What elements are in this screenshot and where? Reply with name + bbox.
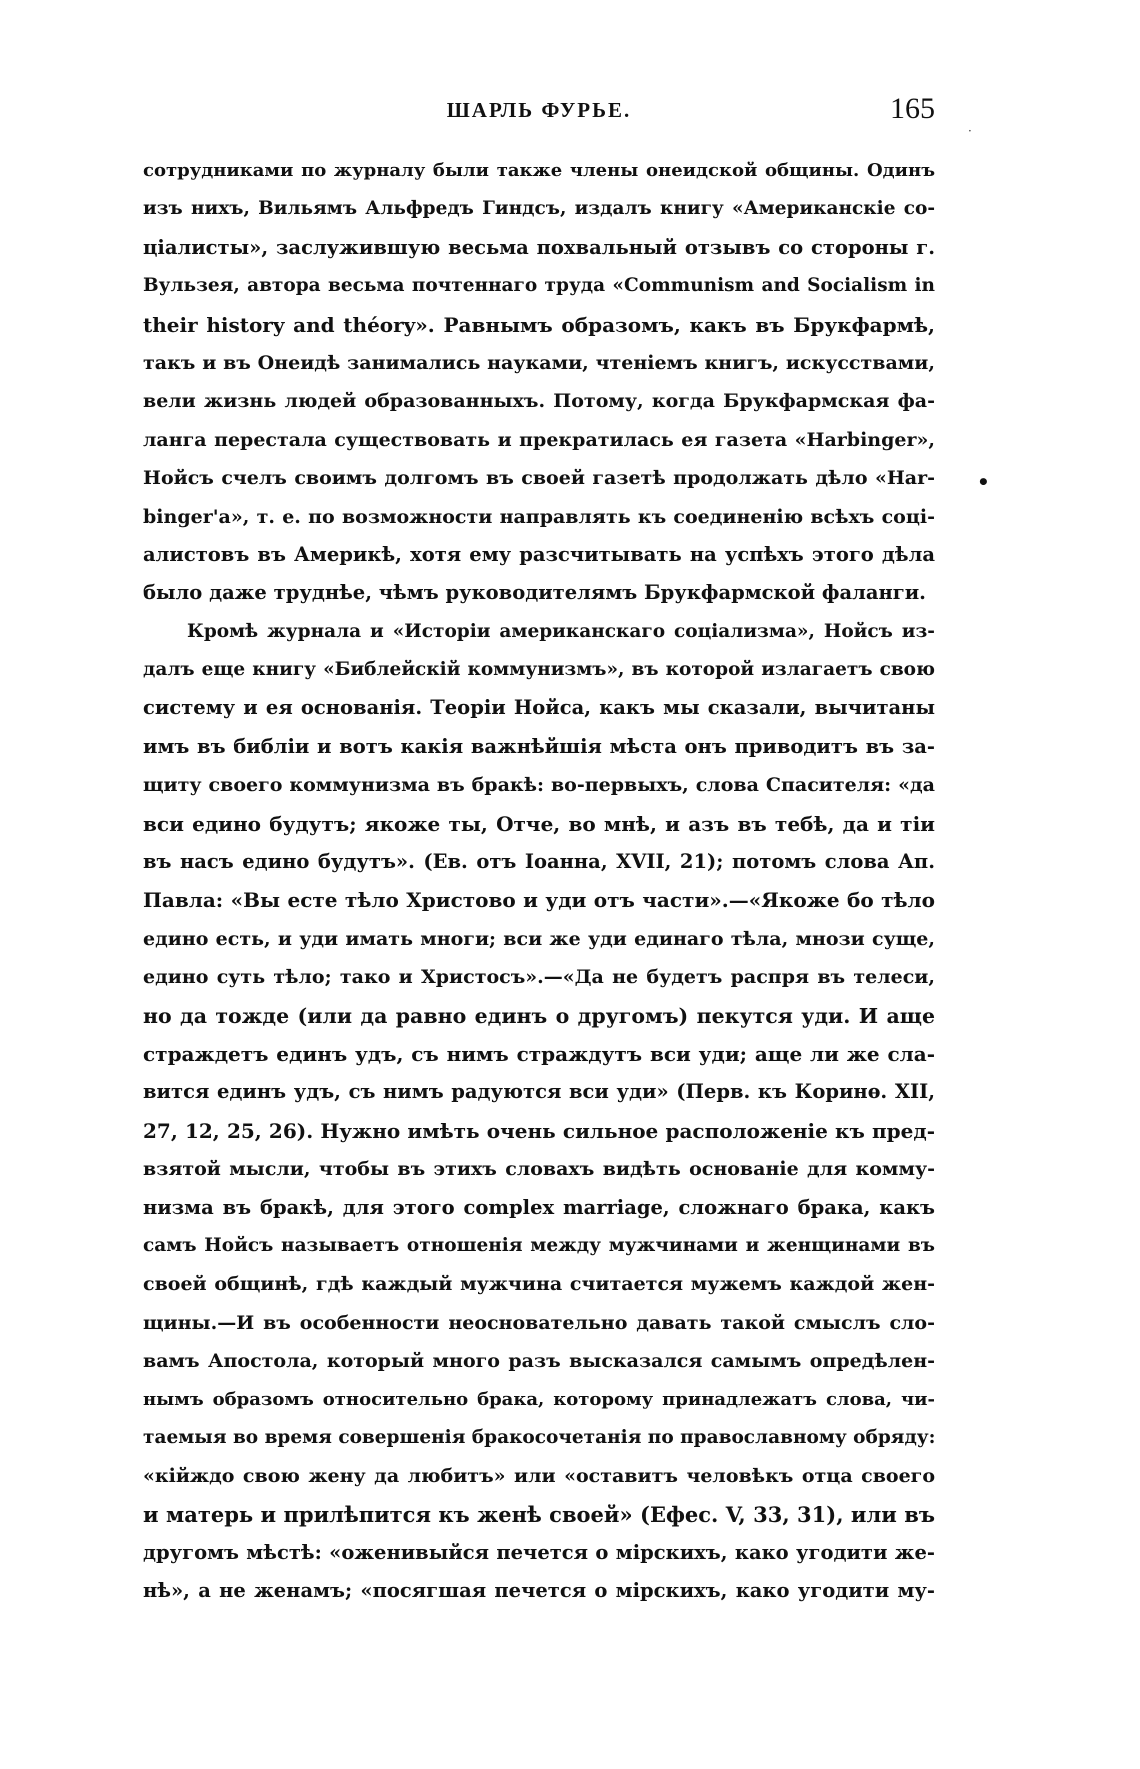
text-line: «кійждо свою жену да любитъ» или «оставитъ человѣкъ отца своего (143, 1465, 935, 1488)
text-line: Кромѣ журнала и «Исторіи американскаго соціализма», Нойсъ из- (187, 620, 935, 642)
running-title: ШАРЛЬ ФУРЬЕ. (446, 98, 632, 122)
text-line: вится единъ удъ, съ нимъ радуются вси уди» (Перв. къ Коринѳ. XII, (143, 1080, 935, 1104)
paragraph-1 (143, 152, 935, 613)
text-line: такъ и въ Онеидѣ занимались науками, чтеніемъ книгъ, искусствами, (143, 351, 935, 374)
text-line: their history and théory». Равнымъ образомъ, какъ въ Брукфармѣ, (143, 312, 935, 337)
margin-dot-mark: • (977, 470, 990, 494)
page-number: 165 (890, 92, 935, 125)
text-line: ціалисты», заслужившую весьма похвальный отзывъ со стороны г. (143, 235, 935, 259)
text-line: далъ еще книгу «Библейскій коммунизмъ», въ которой излагаетъ свою (143, 659, 935, 681)
text-line: едино суть тѣло; тако и Христосъ».—«Да не будетъ распря въ телеси, (143, 966, 935, 989)
paragraph-2 (143, 613, 935, 1611)
text-line: едино есть, и уди имать многи; вси же уди единаго тѣла, мнози суще, (143, 927, 935, 950)
text-line: щины.—И въ особенности неосновательно давать такой смыслъ сло- (143, 1311, 935, 1334)
text-line: взятой мысли, чтобы въ этихъ словахъ видѣть основаніе для комму- (143, 1158, 935, 1181)
text-line: алистовъ въ Америкѣ, хотя ему разсчитывать на успѣхъ этого дѣла (143, 542, 935, 566)
text-line: Нойсъ счелъ своимъ долгомъ въ своей газетѣ продолжать дѣло «Har- (143, 467, 935, 490)
text-line: нѣ», а не женамъ; «посягшая печется о мірскихъ, како угодити му- (143, 1579, 935, 1603)
page-header (143, 92, 935, 132)
text-line: систему и ея основанія. Теоріи Нойса, какъ мы сказали, вычитаны (143, 696, 935, 720)
text-line: въ насъ едино будутъ». (Ев. отъ Іоанна, XVII, 21); потомъ слова Ап. (143, 850, 935, 874)
text-line: другомъ мѣстѣ: «оженивыйся печется о мірскихъ, како угодити же- (143, 1541, 935, 1565)
text-line: вамъ Апостола, который много разъ высказался самымъ опредѣлен- (143, 1350, 935, 1373)
text-line: таемыя во время совершенія бракосочетанія по православному обряду: (143, 1426, 936, 1448)
text-line: сотрудниками по журналу были также члены онеидской общины. Одинъ (143, 160, 935, 181)
text-line: и матерь и прилѣпится къ женѣ своей» (Ефес. V, 33, 31), или въ (143, 1501, 935, 1527)
text-line: нымъ образомъ относительно брака, которому принадлежатъ слова, чи- (143, 1388, 935, 1410)
text-line: ланга перестала существовать и прекратилась ея газета «Harbinger», (143, 428, 935, 451)
text-line: binger'а», т. е. по возможности направлять къ соединенію всѣхъ соці- (143, 505, 935, 528)
text-line: Вульзея, автора весьма почтеннаго труда «Communism and Socialism in (143, 275, 935, 297)
text-line: изъ нихъ, Вильямъ Альфредъ Гиндсъ, издалъ книгу «Американскіе со- (143, 198, 935, 220)
text-line: имъ въ библіи и вотъ какія важнѣйшія мѣста онъ приводитъ въ за- (143, 734, 935, 758)
text-line: своей общинѣ, гдѣ каждый мужчина считается мужемъ каждой жен- (143, 1273, 935, 1296)
body-text (143, 152, 935, 1611)
margin-tick-mark: · (968, 124, 972, 138)
text-line: 27, 12, 25, 26). Нужно имѣть очень сильное расположеніе къ пред- (143, 1118, 935, 1143)
text-line: Павла: «Вы есте тѣло Христово и уди отъ части».—«Якоже бо тѣло (143, 888, 935, 913)
text-line: щиту своего коммунизма въ бракѣ: во-первыхъ, слова Спасителя: «да (143, 774, 935, 797)
text-line: вси едино будутъ; якоже ты, Отче, во мнѣ, и азъ въ тебѣ, да и тіи (143, 811, 935, 836)
text-line: но да тожде (или да равно единъ о другомъ) пекутся уди. И аще (143, 1003, 935, 1028)
text-line: было даже труднѣе, чѣмъ руководителямъ Брукфармской фаланги. (143, 581, 926, 605)
text-line: вели жизнь людей образованныхъ. Потому, когда Брукфармская фа- (143, 390, 935, 413)
text-line: страждетъ единъ удъ, съ нимъ страждутъ вси уди; аще ли же сла- (143, 1041, 935, 1066)
text-line: низма въ бракѣ, для этого complex marriage, сложнаго брака, какъ (143, 1195, 935, 1219)
text-line: самъ Нойсъ называетъ отношенія между мужчинами и женщинами въ (143, 1234, 935, 1256)
